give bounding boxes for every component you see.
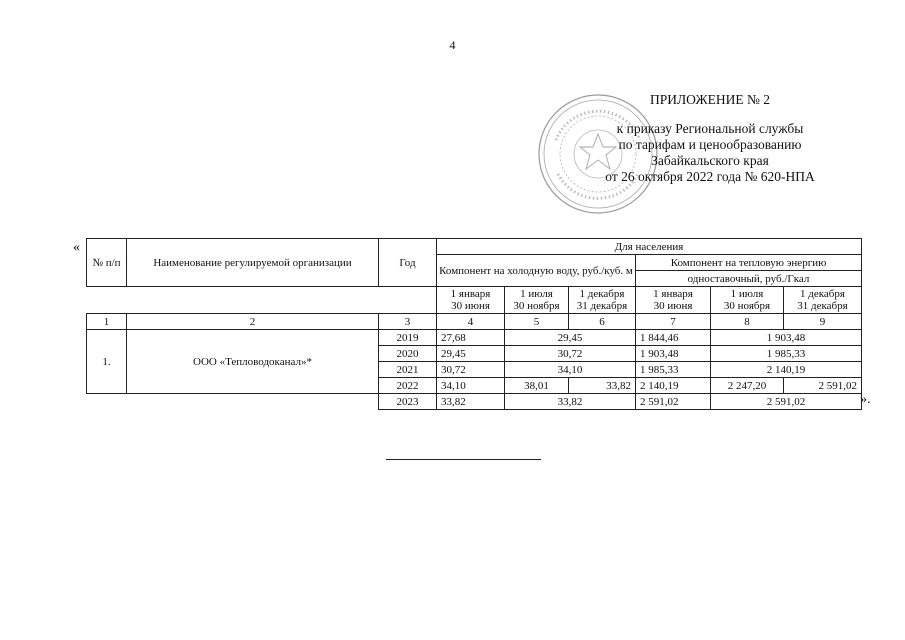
appendix-line: Забайкальского края [651,153,769,168]
table-cell: 27,68 [437,330,505,346]
col-number: 4 [437,314,505,330]
year-cell: 2021 [379,362,437,378]
table-cell: 2 591,02 [784,378,862,394]
header-org: Наименование регулируемой организации [127,239,379,287]
table-cell: 1 903,48 [636,346,711,362]
table-cell: 1 844,46 [636,330,711,346]
table-cell: 2 591,02 [636,394,711,410]
header-num: № п/п [87,239,127,287]
divider-line [386,459,541,460]
appendix-line: по тарифам и ценообразованию [618,137,802,152]
appendix-title: ПРИЛОЖЕНИЕ № 2 [649,92,771,107]
table-cell: 29,45 [437,346,505,362]
table-cell: 34,10 [505,362,636,378]
col-number: 8 [711,314,784,330]
col-number: 3 [379,314,437,330]
row-number: 1. [87,330,127,394]
year-cell: 2020 [379,346,437,362]
col-number: 5 [505,314,569,330]
page-number: 4 [449,38,456,52]
appendix-block [560,92,860,185]
table-cell: 1 903,48 [711,330,862,346]
table-cell: 2 247,20 [711,378,784,394]
col-number: 6 [569,314,636,330]
closing-quote: ». [860,392,871,407]
organization-name: ООО «Тепловодоканал»* [127,330,379,394]
header-cold-water: Компонент на холодную воду, руб./куб. м [437,255,636,287]
header-period: 1 декабря 31 декабря [784,287,862,314]
header-heat-rate: одноставочный, руб./Гкал [636,271,862,287]
header-population: Для населения [437,239,862,255]
header-period: 1 января 30 июня [437,287,505,314]
table-cell: 33,82 [569,378,636,394]
table-cell: 33,82 [505,394,636,410]
header-year: Год [379,239,437,287]
header-period: 1 декабря 31 декабря [569,287,636,314]
appendix-line: к приказу Региональной службы [616,121,804,136]
table-cell: 29,45 [505,330,636,346]
table-cell: 33,82 [437,394,505,410]
year-cell: 2023 [379,394,437,410]
col-number: 1 [87,314,127,330]
header-heat-energy: Компонент на тепловую энергию [636,255,862,271]
table-cell: 30,72 [437,362,505,378]
header-period: 1 июля 30 ноября [711,287,784,314]
opening-quote: « [73,240,80,255]
table-cell: 1 985,33 [636,362,711,378]
table-cell: 34,10 [437,378,505,394]
table-cell: 30,72 [505,346,636,362]
col-number: 7 [636,314,711,330]
header-period: 1 января 30 июня [636,287,711,314]
col-number: 9 [784,314,862,330]
col-number: 2 [127,314,379,330]
year-cell: 2022 [379,378,437,394]
table-cell: 2 591,02 [711,394,862,410]
appendix-line: от 26 октября 2022 года № 620-НПА [605,169,815,184]
table-cell: 2 140,19 [711,362,862,378]
table-cell: 38,01 [505,378,569,394]
table-cell: 1 985,33 [711,346,862,362]
header-period: 1 июля 30 ноября [505,287,569,314]
table-cell: 2 140,19 [636,378,711,394]
tariff-table [86,238,862,410]
year-cell: 2019 [379,330,437,346]
